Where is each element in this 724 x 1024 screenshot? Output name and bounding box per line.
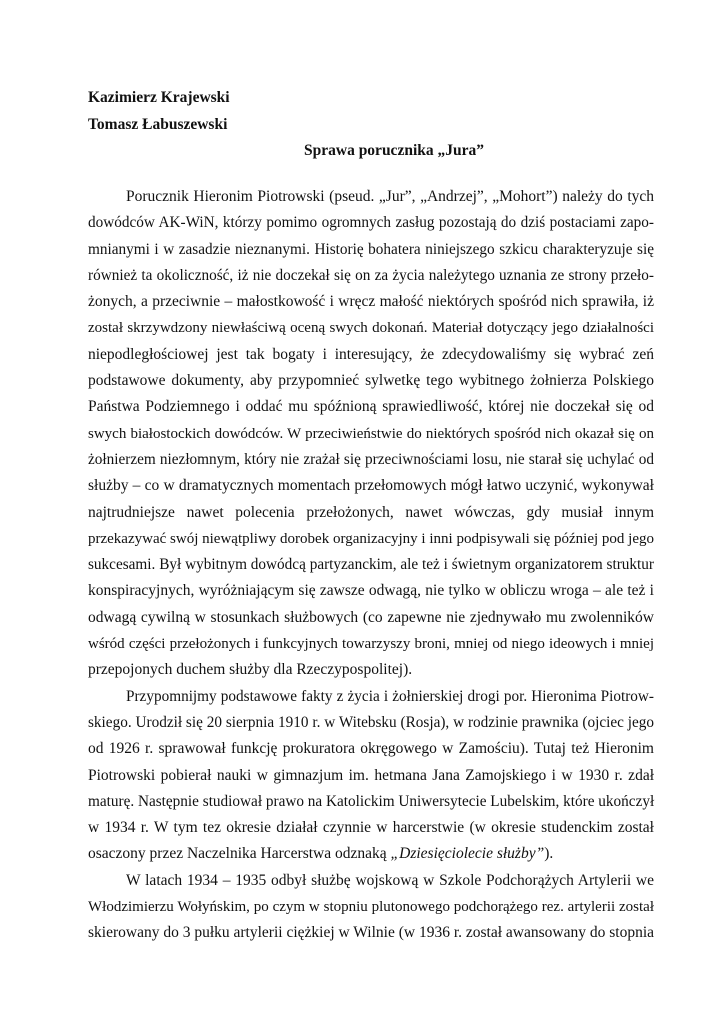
paragraph	[88, 184, 654, 684]
text-line: od 1926 r. sprawował funkcję prokuratora okręgowego w Zamościu). Tutaj też Hieronim	[88, 740, 654, 758]
document-title: Sprawa porucznika „Jura”	[304, 142, 484, 159]
text-line: Piotrowski pobierał nauki w gimnazjum im. hetmana Jana Zamojskiego i w 1930 r. zdał	[88, 766, 654, 784]
text-line: został skrzywdzony niewłaściwą oceną swych dokonań. Materiał dotyczący jego działalności	[88, 320, 654, 337]
text-line: wśród części przełożonych i funkcyjnych towarzyszy broni, mniej od niego ideowych i mniej	[88, 636, 654, 653]
text-line: przepojonych duchem służby dla Rzeczypospolitej).	[88, 661, 413, 679]
paragraph	[88, 868, 654, 947]
text-line: maturę. Następnie studiował prawo na Katolickim Uniwersytecie Lubelskim, które ukończył	[88, 792, 655, 810]
text-line: sukcesami. Był wybitnym dowódcą partyzanckim, ale też i świetnym organizatorem struktur	[88, 556, 654, 574]
text-line: osaczony przez Naczelnika Harcerstwa odznaką „Dziesięciolecie służby”).	[88, 845, 554, 863]
text-line: również ta okoliczność, iż nie doczekał się on za życia należytego uznania ze strony przeło-	[88, 266, 654, 284]
author-name: Tomasz Łabuszewski	[88, 116, 228, 133]
text-line: dowódców AK-WiN, którzy pomimo ogromnych zasług pozostają do dziś postaciami zapo-	[88, 214, 654, 232]
text-line: W latach 1934 – 1935 odbył służbę wojskową w Szkole Podchorążych Artylerii we	[126, 871, 654, 889]
text-line: żołnierzem niezłomnym, który nie zrażał się przeciwnościami losu, nie starał się uchylać od	[88, 450, 654, 468]
text-line: mnianymi i w zasadzie nieznanymi. Historię bohatera niniejszego szkicu charakteryzuje się	[88, 240, 654, 258]
text-line: odwagą cywilną w stosunkach służbowych (co zapewne nie zjednywało mu zwolenników	[88, 608, 654, 626]
text-line: przekazywać swój niewątpliwy dorobek organizacyjny i inni podpisywali się później pod jego	[88, 530, 654, 547]
text-line: skiego. Urodził się 20 sierpnia 1910 r. w Witebsku (Rosja), w rodzinie prawnika (ojciec jego	[88, 713, 654, 731]
text-line: Państwa Podziemnego i oddać mu spóźnioną sprawiedliwość, której nie doczekał się od	[88, 398, 654, 416]
text-line: podstawowe dokumenty, aby przypomnieć sylwetkę tego wybitnego żołnierza Polskiego	[88, 372, 654, 390]
author-name: Kazimierz Krajewski	[88, 89, 230, 106]
text-line: najtrudniejsze nawet polecenia przełożonych, nawet wówczas, gdy musiał innym	[88, 503, 654, 521]
text-line: skierowany do 3 pułku artylerii ciężkiej w Wilnie (w 1936 r. został awansowany do stopnia	[88, 924, 654, 942]
text-line: konspiracyjnych, wyróżniającym się zawsze odwagą, nie tylko w obliczu wroga – ale też i	[88, 582, 654, 600]
text-line: niepodległościowej jest tak bogaty i interesujący, że zdecydowaliśmy się wybrać zeń	[88, 345, 654, 363]
text-line: służby – co w dramatycznych momentach przełomowych mógł łatwo uczynić, wykonywał	[88, 477, 654, 495]
text-line: Włodzimierzu Wołyńskim, po czym w stopniu plutonowego podchorążego rez. artylerii został	[88, 899, 654, 916]
text-line: swych białostockich dowódców. W przeciwieństwie do niektórych spośród nich okazał się on	[88, 425, 654, 442]
paragraph	[88, 684, 654, 868]
text-line: w 1934 r. W tym tez okresie działał czynnie w harcerstwie (w okresie studenckim został	[88, 819, 654, 837]
italic-award-name: „Dziesięciolecie służby”	[390, 845, 545, 863]
text-line: żonych, a przeciwnie – małostkowość i wręcz małość niektórych spośród nich sprawiła, iż	[88, 293, 654, 311]
text-line: Przypomnijmy podstawowe fakty z życia i żołnierskiej drogi por. Hieronima Piotrow-	[126, 687, 654, 705]
document-page	[88, 84, 654, 947]
text-line: Porucznik Hieronim Piotrowski (pseud. „Jur”, „Andrzej”, „Mohort”) należy do tych	[126, 188, 654, 205]
